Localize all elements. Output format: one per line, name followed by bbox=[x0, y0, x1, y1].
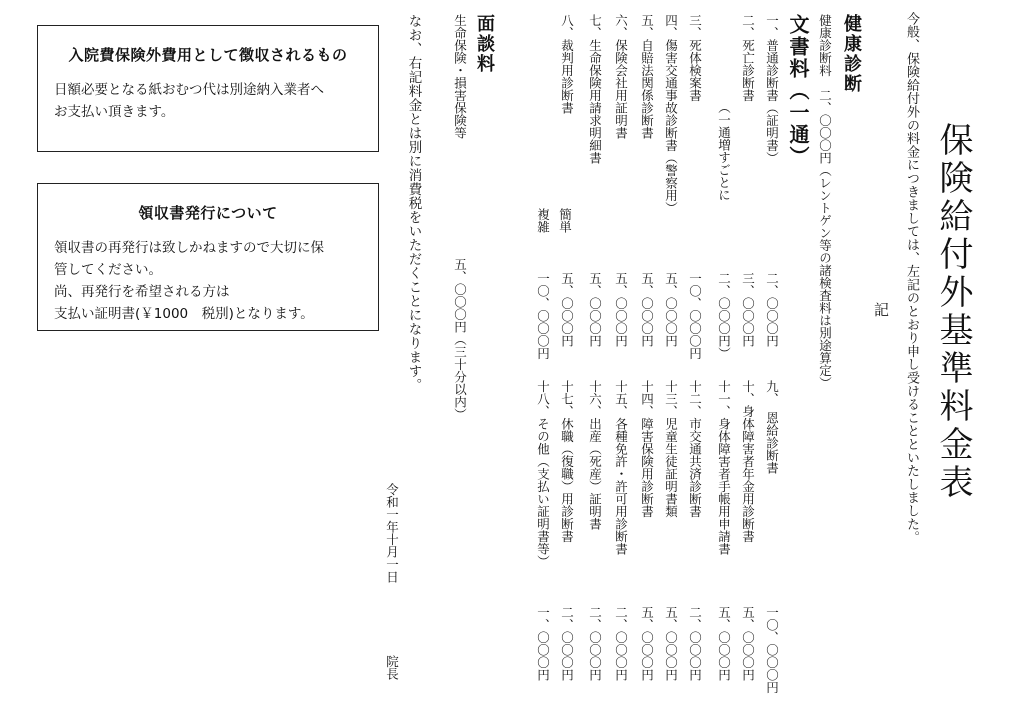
fee-item-price: 二、〇〇〇円 bbox=[613, 606, 629, 681]
ki-marker: 記 bbox=[872, 302, 890, 317]
table-row bbox=[536, 14, 550, 714]
fee-item-price: 一〇、〇〇〇円 bbox=[687, 272, 703, 360]
interview-fee-heading: 面談料 bbox=[474, 14, 495, 74]
fee-item-price: 五、〇〇〇円 bbox=[559, 272, 575, 347]
simple-label: 簡単 bbox=[557, 208, 573, 233]
fee-item-name: 六、保険会社用証明書 bbox=[613, 14, 629, 139]
table-row bbox=[741, 14, 755, 714]
fee-item-price: 一〇、〇〇〇円 bbox=[764, 606, 780, 694]
fee-item-name: 四、傷害交通事故診断書（警察用） bbox=[663, 14, 679, 214]
fee-item-name: 十七、休職（復職）用診断書 bbox=[559, 380, 575, 543]
fee-item-price: 二、〇〇〇円 bbox=[559, 606, 575, 681]
hospital-fee-notice-line: お支払い頂きます。 bbox=[54, 104, 175, 120]
additional-copy-note: （一通増すごとに bbox=[716, 101, 732, 201]
health-check-heading: 健康診断 bbox=[841, 14, 862, 94]
receipt-notice-title: 領収書発行について bbox=[138, 204, 278, 222]
receipt-notice-box bbox=[37, 183, 379, 331]
fee-item-price: 一、〇〇〇円 bbox=[535, 606, 551, 681]
table-row bbox=[640, 14, 654, 714]
fee-item-name: 十一、身体障害者手帳用申請書 bbox=[716, 380, 732, 555]
table-row bbox=[664, 14, 678, 714]
consumption-tax-note: なお、右記料金とは別に消費税をいただくことになります。 bbox=[405, 14, 422, 392]
fee-item-price: 五、〇〇〇円 bbox=[587, 272, 603, 347]
fee-item-name: 十三、児童生徒証明書類 bbox=[663, 380, 679, 518]
document-title: 保険給付外基準料金表 bbox=[933, 122, 973, 502]
interview-fee-item: 生命保険・損害保険等 bbox=[452, 14, 468, 139]
fee-item-name: 九、 恩給診断書 bbox=[764, 380, 780, 474]
fee-item-name: 二、死亡診断書 bbox=[740, 14, 756, 102]
table-row bbox=[614, 14, 628, 714]
receipt-notice-line: 支払い証明書(￥1000 税別)となります。 bbox=[54, 306, 314, 322]
intro-text: 今般、保険給付外の料金につきましては、左記のとおり申し受けることといたしました。 bbox=[904, 12, 919, 544]
hospital-fee-notice-line: 日額必要となる紙おむつ代は別途納入業者へ bbox=[54, 82, 324, 98]
receipt-notice-line: 尚、再発行を希望される方は bbox=[54, 284, 230, 300]
hospital-fee-notice-box bbox=[37, 25, 379, 152]
receipt-notice-line: 領収書の再発行は致しかねますので大切に保 bbox=[54, 240, 324, 256]
table-row bbox=[588, 14, 602, 714]
fee-item-price: 五、〇〇〇円 bbox=[740, 606, 756, 681]
fee-item-name: 十四、障害保険用診断書 bbox=[639, 380, 655, 518]
table-row bbox=[557, 14, 575, 714]
fee-item-price: 二、〇〇〇円 bbox=[764, 272, 780, 347]
table-row bbox=[688, 14, 702, 714]
receipt-notice-line: 管してください。 bbox=[54, 262, 162, 278]
fee-item-price: 五、〇〇〇円 bbox=[663, 606, 679, 681]
effective-date: 令和一年十月一日 bbox=[384, 483, 400, 583]
fee-item-price: 五、〇〇〇円 bbox=[613, 272, 629, 347]
director-title: 院長 bbox=[384, 655, 400, 680]
fee-item-price: 一〇、〇〇〇円 bbox=[535, 272, 551, 360]
fee-item-name: 十五、各種免許・許可用診断書 bbox=[613, 380, 629, 555]
table-row bbox=[765, 14, 779, 714]
fee-item-name: 八、裁判用診断書 bbox=[559, 14, 575, 114]
fee-item-price: 三、〇〇〇円 bbox=[740, 272, 756, 347]
fee-item-price: 二、〇〇〇円） bbox=[716, 272, 732, 360]
fee-item-name: 十八、その他（支払い証明書等） bbox=[535, 380, 551, 568]
document-fee-heading: 文書料（一通） bbox=[786, 14, 810, 168]
fee-item-price: 二、〇〇〇円 bbox=[687, 606, 703, 681]
fee-item-price: 五、〇〇〇円 bbox=[716, 606, 732, 681]
health-check-fee: 健康診断料 二、〇〇〇円（レントゲン等の諸検査料は別途算定） bbox=[817, 14, 833, 389]
fee-item-name: 十六、出産（死産）証明書 bbox=[587, 380, 603, 530]
fee-item-price: 五、〇〇〇円 bbox=[639, 606, 655, 681]
fee-item-name: 七、生命保険用請求明細書 bbox=[587, 14, 603, 164]
fee-item-price: 二、〇〇〇円 bbox=[587, 606, 603, 681]
fee-item-name: 三、死体検案書 bbox=[687, 14, 703, 102]
fee-item-name: 十二、市交通共済診断書 bbox=[687, 380, 703, 518]
interview-fee-price: 五、〇〇〇円（三十分以内） bbox=[452, 258, 468, 421]
fee-item-name: 五、自賠法関係診断書 bbox=[639, 14, 655, 139]
fee-item-price: 五、〇〇〇円 bbox=[639, 272, 655, 347]
complex-label: 複雑 bbox=[535, 208, 551, 233]
hospital-fee-notice-title: 入院費保険外費用として徴収されるもの bbox=[68, 46, 348, 64]
fee-item-price: 五、〇〇〇円 bbox=[663, 272, 679, 347]
fee-item-name: 十、身体障害者年金用診断書 bbox=[740, 380, 756, 543]
fee-item-name: 一、普通診断書（証明書） bbox=[764, 14, 780, 164]
